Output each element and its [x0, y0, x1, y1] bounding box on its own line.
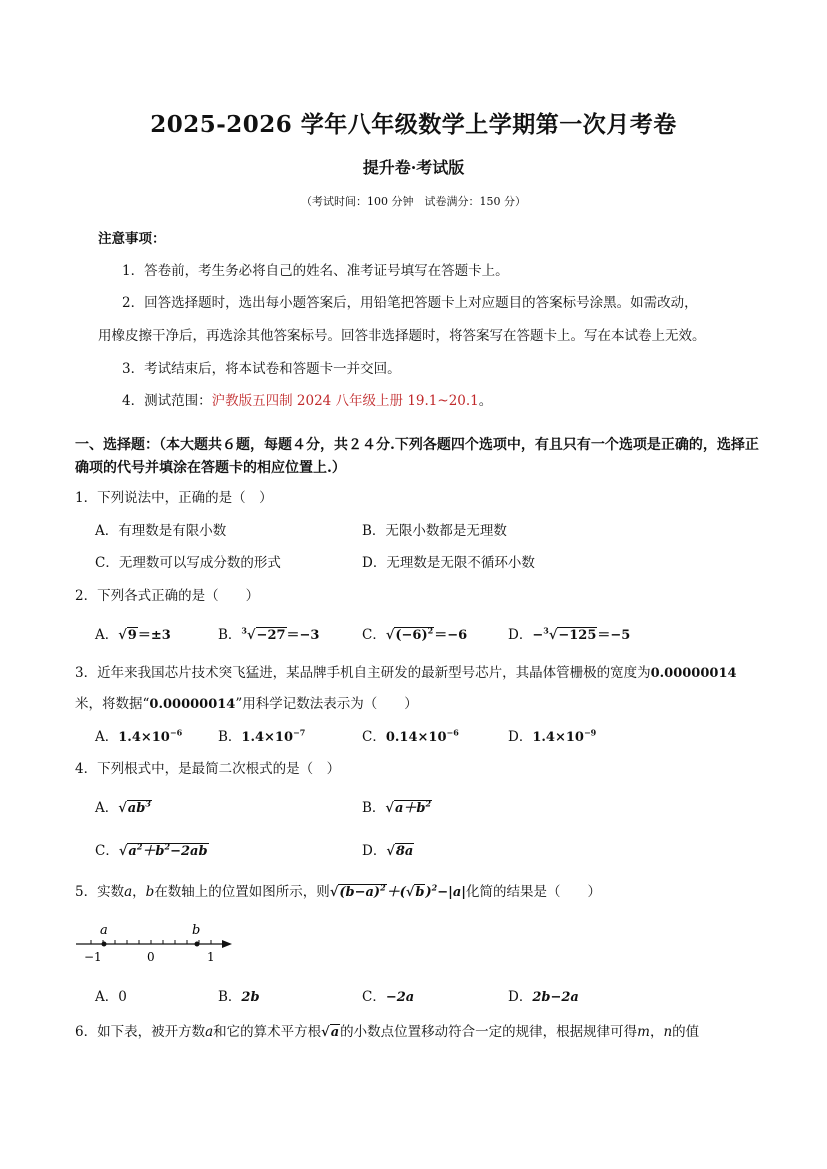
q1-stem: 1．下列说法中，正确的是（ ）: [75, 490, 273, 506]
q2-b-label: B．: [218, 627, 242, 643]
q2-a-radicand: 9: [127, 628, 137, 643]
q2-a-label: A．: [95, 627, 119, 643]
q6-stem-b: 和它的算术平方根: [213, 1024, 322, 1040]
q6-var-n: n: [663, 1024, 673, 1040]
q5-var-a: a: [124, 884, 133, 900]
q3-d-label: D．: [508, 729, 533, 745]
q1-option-c: C．无理数可以写成分数的形式: [95, 555, 281, 571]
q2-option-d: D．−$^3$√−125＝−5: [508, 625, 631, 643]
q3-option-c: [362, 725, 459, 745]
number-line: [70, 918, 240, 966]
q3-stem-line-2: [75, 692, 418, 712]
q4-c-e2: 2: [164, 841, 171, 852]
tick-label-0: 0: [147, 950, 155, 964]
q4-c-mid: ＋b: [142, 844, 165, 859]
q5-expr-r2: b: [415, 885, 425, 900]
test-range: 沪教版五四制 2024 八年级上册 19.1~20.1: [211, 393, 479, 409]
q2-d-minus: −: [532, 628, 544, 643]
q5-option-b: [218, 985, 260, 1005]
q3-option-a: [95, 725, 182, 745]
q3-d-value: 1.4×10: [532, 730, 584, 745]
q2-d-index: 3: [543, 625, 549, 636]
q5-c-label: C．: [362, 989, 386, 1005]
q4-c-r1: a: [128, 844, 137, 859]
q5-option-d: [508, 985, 579, 1005]
q3-b-exp: −7: [293, 727, 306, 738]
page-title: 2025-2026 学年八年级数学上学期第一次月考卷: [150, 111, 677, 138]
exam-info: （考试时间：100 分钟 试卷满分：150 分）: [301, 195, 526, 208]
q3-b-value: 1.4×10: [241, 730, 294, 745]
q2-c-rest: ＝−6: [434, 628, 468, 643]
q4-c-label: C．: [95, 843, 119, 859]
q5-c-value: −2a: [385, 990, 415, 1005]
q2-b-index: 3: [241, 625, 247, 636]
q5-b-value: 2b: [241, 990, 260, 1005]
q4-a-radicand: ab: [127, 801, 146, 816]
q2-stem: 2．下列各式正确的是（ ）: [75, 588, 260, 604]
section-heading: 一、选择题：（本大题共６题，每题４分，共２４分.下列各题四个选项中，有且只有一个选项是正确的，选择正确项的代号并填涂在答题卡的相应位置上.）: [75, 437, 759, 476]
point-b: [195, 942, 200, 947]
note-item-1: 1．答卷前，考生务必将自己的姓名、准考证号填写在答题卡上。: [122, 263, 509, 279]
page-subtitle: 提升卷·考试版: [362, 158, 465, 177]
q6-comma: ，: [649, 1024, 664, 1040]
q4-option-d: D．√8a: [362, 843, 414, 859]
tick-label-minus-1: −1: [84, 950, 102, 964]
q5-sep: ，: [132, 884, 146, 900]
q2-option-b: B．$^3$√−27＝−3: [218, 625, 320, 643]
note-item-4: [122, 389, 492, 409]
q3-option-d: [508, 725, 596, 745]
q4-d-radicand: 8a: [395, 844, 414, 859]
q4-c-tail: −2ab: [170, 844, 208, 859]
notes-heading: 注意事项：: [98, 231, 166, 247]
q2-d-label: D．: [508, 627, 533, 643]
q2-option-c: C．$√(-6)^2=-6$: [362, 625, 468, 643]
q5-var-b: b: [145, 884, 155, 900]
q2-b-rest: ＝−3: [286, 628, 320, 643]
q5-expr-r1: (b−a): [339, 885, 381, 900]
q4-option-b: B．$√a+b^2$: [362, 798, 432, 816]
q2-option-a: A．√9＝±3: [95, 627, 171, 643]
q3-d-exp: −9: [583, 727, 597, 738]
note-item-3: 3．考试结束后，将本试卷和答题卡一并交回。: [122, 361, 401, 377]
q5-stem: 5．实数a，b在数轴上的位置如图所示，则$√(b-a)^2+(√b)^2-|a|$化简的结果是（ ）: [75, 882, 601, 900]
q5-d-value: 2b−2a: [532, 990, 579, 1005]
q3-a-value: 1.4×10: [118, 730, 170, 745]
q1-option-b: B．无限小数都是无理数: [362, 523, 507, 539]
q3-stem-2b: ”用科学记数法表示为（ ）: [235, 696, 418, 712]
q5-stem-c: 化简的结果是（ ）: [465, 884, 601, 900]
q6-var-m: m: [637, 1024, 650, 1040]
q2-c-exponent: 2: [427, 625, 434, 636]
q3-number-quoted: 0.00000014: [149, 697, 236, 712]
note-item-4-prefix: 4．测试范围：: [122, 393, 212, 409]
q5-d-label: D．: [508, 989, 533, 1005]
q3-b-label: B．: [218, 729, 242, 745]
q6-stem-c: 的小数点位置移动符合一定的规律，根据规律可得: [340, 1024, 638, 1040]
q5-expr-e1: 2: [380, 882, 386, 893]
q4-a-label: A．: [95, 800, 119, 816]
q6-var-a: a: [205, 1024, 214, 1040]
q5-expr-plus: ＋: [386, 885, 400, 900]
q1-option-a: A．有理数是有限小数: [95, 523, 227, 539]
q4-d-label: D．: [362, 843, 387, 859]
q5-stem-b: 在数轴上的位置如图所示，则: [154, 884, 330, 900]
q3-stem-line-1: [75, 661, 737, 681]
label-a: a: [100, 923, 108, 938]
point-a: [102, 942, 107, 947]
q3-stem-text: 3．近年来我国芯片技术突飞猛进，某品牌手机自主研发的最新型号芯片，其晶体管栅极的宽度为: [75, 665, 651, 681]
q4-b-label: B．: [362, 800, 386, 816]
q5-option-a: A．0: [95, 989, 127, 1005]
q3-a-exp: −6: [169, 727, 183, 738]
tick-label-1: 1: [207, 950, 215, 964]
q3-c-label: C．: [362, 729, 386, 745]
q6-radicand: a: [330, 1025, 340, 1040]
label-b: b: [192, 923, 201, 938]
q4-option-c: C．$√a^2+b^2-2ab$: [95, 841, 208, 859]
q4-stem: 4．下列根式中，是最简二次根式的是（ ）: [75, 761, 341, 777]
note-item-4-suffix: 。: [478, 393, 493, 409]
q6-stem-a: 6．如下表，被开方数: [75, 1024, 206, 1040]
q6-stem: 6．如下表，被开方数a和它的算术平方根√a的小数点位置移动符合一定的规律，根据规律可得m，n的值: [75, 1024, 700, 1040]
q5-option-c: [362, 985, 414, 1005]
q3-option-b: [218, 725, 305, 745]
q3-number: 0.00000014: [650, 666, 737, 681]
q4-c-e1: 2: [136, 841, 143, 852]
q3-a-label: A．: [95, 729, 119, 745]
q3-c-value: 0.14×10: [385, 730, 447, 745]
q1-option-d: D．无理数是无限不循环小数: [362, 555, 535, 571]
q5-b-label: B．: [218, 989, 242, 1005]
q3-stem-2a: 米，将数据“: [75, 696, 150, 712]
q5-stem-a: 5．实数: [75, 884, 125, 900]
q5-expr-minus: −|a|: [437, 885, 466, 900]
q4-b-radicand: a＋b: [394, 801, 426, 816]
q2-b-radicand: −27: [256, 628, 286, 643]
q3-c-exp: −6: [446, 727, 459, 738]
q6-stem-d: 的值: [672, 1024, 700, 1040]
q2-c-label: C．: [362, 627, 386, 643]
q4-option-a: A．$√ab^3$: [95, 798, 151, 816]
q2-c-radicand: (−6): [395, 628, 428, 643]
note-item-2-line-1: 2．回答选择题时，选出每小题答案后，用铅笔把答题卡上对应题目的答案标号涂黑。如需改动，: [122, 295, 698, 311]
q2-d-radicand: −125: [558, 628, 597, 643]
number-line-arrow: [222, 940, 232, 948]
q4-a-exp: 3: [145, 798, 151, 809]
q2-d-rest: ＝−5: [597, 628, 631, 643]
note-item-2-line-2: 用橡皮擦干净后，再选涂其他答案标号。回答非选择题时，将答案写在答题卡上。写在本试卷上无效。: [98, 328, 706, 344]
q2-a-rest: ＝±3: [137, 628, 171, 643]
q4-b-exp: 2: [425, 798, 432, 809]
q5-expr-e2: 2: [431, 882, 438, 893]
